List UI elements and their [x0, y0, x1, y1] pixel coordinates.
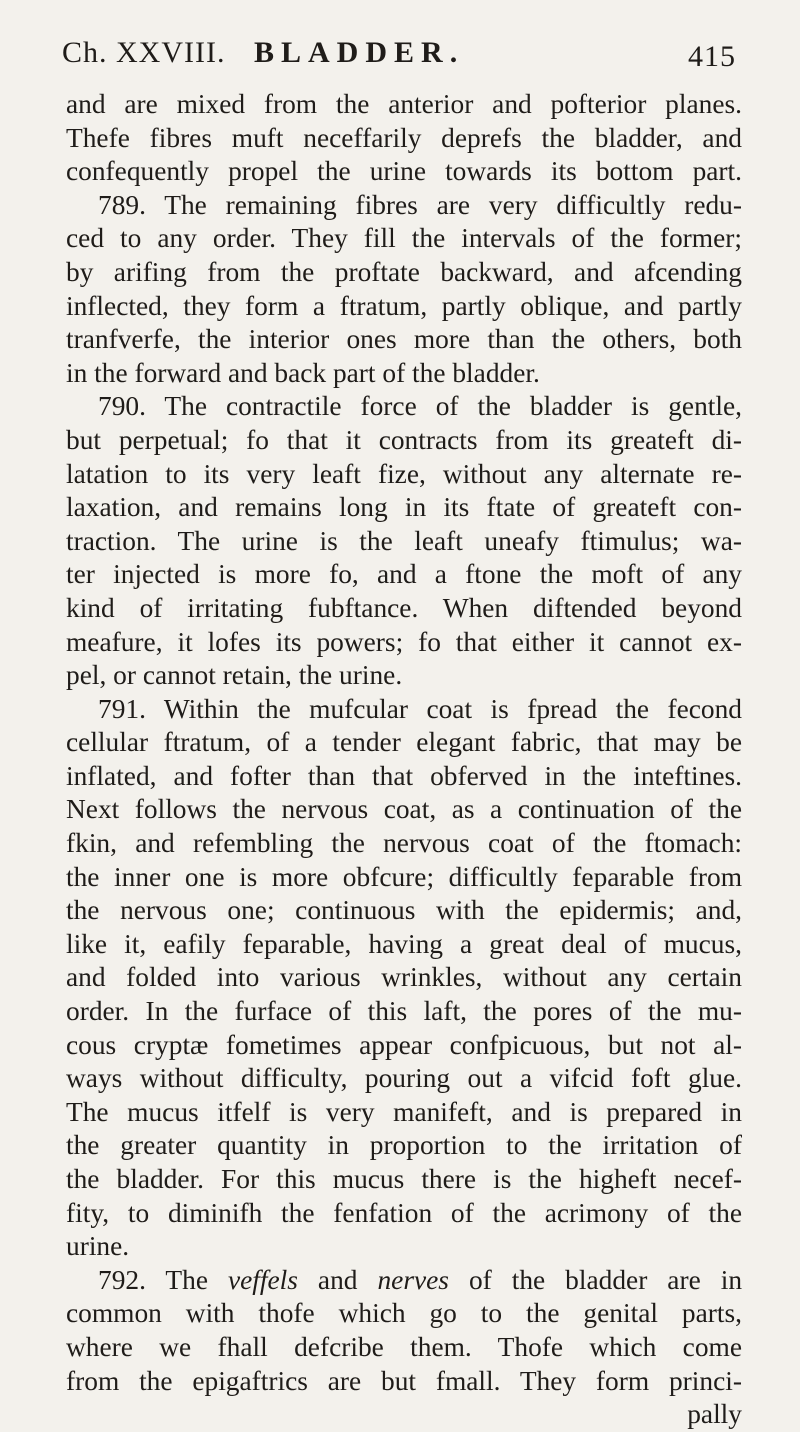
text-line: the bladder. For this mucus there is the higheft necef- — [66, 1164, 742, 1194]
running-title: BLADDER. — [254, 36, 465, 69]
paragraph-790-start: 790. The contractile force of the bladder is gentle, — [98, 391, 742, 422]
text-line: tranfverfe, the interior ones more than the others, both — [66, 324, 742, 355]
text-line: pel, or cannot retain, the urine. — [66, 660, 403, 691]
text-line: where we fhall defcribe them. Thofe which come — [66, 1331, 742, 1362]
text-line: confequently propel the urine towards its bottom part. — [66, 156, 742, 187]
chapter-label: Ch. XXVIII. — [62, 36, 226, 69]
body-text — [66, 88, 742, 1432]
text-line: the nervous one; continuous with the epidermis; and, — [66, 895, 742, 926]
text-line: inflected, they form a ftratum, partly oblique, and partly — [66, 290, 742, 321]
text-line: in the forward and back part of the bladder. — [66, 357, 540, 388]
paragraph-792-start — [66, 1264, 742, 1298]
text-line: from the epigaftrics are but fmall. They form princi- — [66, 1365, 742, 1396]
text-line: order. In the furface of this laft, the pores of the mu- — [66, 996, 742, 1027]
text-line: kind of irritating fubftance. When diftended beyond — [66, 592, 742, 623]
text-line: cous cryptæ fometimes appear confpicuous, but not al- — [66, 1029, 742, 1060]
text-line: the inner one is more obfcure; difficultly feparable from — [66, 861, 742, 892]
text-line: ced to any order. They fill the intervals of the former; — [66, 223, 742, 254]
text-line: latation to its very leaft fize, without any alternate re- — [66, 458, 742, 489]
catchword: pally — [687, 1399, 742, 1430]
text-line: inflated, and fofter than that obferved in the inteftines. — [66, 760, 742, 791]
text-line: ter injected is more fo, and a ftone the moft of any — [66, 559, 742, 590]
text-line: but perpetual; fo that it contracts from its greateft di- — [66, 424, 742, 455]
text-line: Thefe fibres muft neceffarily deprefs the bladder, and — [66, 122, 742, 153]
term-nerves: nerves — [377, 1264, 449, 1295]
text-line: The mucus itfelf is very manifeft, and is prepared in — [66, 1096, 742, 1127]
text-line: traction. The urine is the leaft uneafy ftimulus; wa- — [66, 525, 742, 556]
text-line: ways without difficulty, pouring out a vifcid foft glue. — [66, 1063, 742, 1094]
para-792-and: and — [297, 1264, 378, 1295]
para-792-rest: of the bladder are in — [448, 1264, 743, 1295]
text-line: Next follows the nervous coat, as a continuation of the — [66, 794, 742, 825]
text-line: cellular ftratum, of a tender elegant fabric, that may be — [66, 727, 742, 758]
text-line: and are mixed from the anterior and pofterior planes. — [66, 89, 742, 119]
running-header — [62, 30, 740, 80]
para-792-lead: 792. The — [98, 1264, 228, 1295]
term-vessels: veffels — [227, 1264, 298, 1295]
text-line: like it, eafily feparable, having a great deal of mucus, — [66, 928, 742, 959]
text-line: the greater quantity in proportion to the irritation of — [66, 1130, 742, 1161]
paragraph-789-start: 789. The remaining fibres are very difficultly redu- — [98, 189, 742, 220]
text-line: laxation, and remains long in its ftate of greateft con- — [66, 492, 742, 523]
text-line: common with thofe which go to the genital parts, — [66, 1298, 742, 1329]
page-number: 415 — [688, 40, 736, 73]
text-line: fkin, and refembling the nervous coat of the ftomach: — [66, 828, 742, 859]
text-line: fity, to diminifh the fenfation of the acrimony of the — [66, 1197, 742, 1228]
text-line: meafure, it lofes its powers; fo that either it cannot ex- — [66, 626, 742, 657]
text-line: by arifing from the proftate backward, and afcending — [66, 256, 742, 287]
text-line: and folded into various wrinkles, without any certain — [66, 962, 742, 993]
paragraph-791-start: 791. Within the mufcular coat is fpread the fecond — [98, 693, 742, 724]
text-line: urine. — [66, 1231, 130, 1262]
